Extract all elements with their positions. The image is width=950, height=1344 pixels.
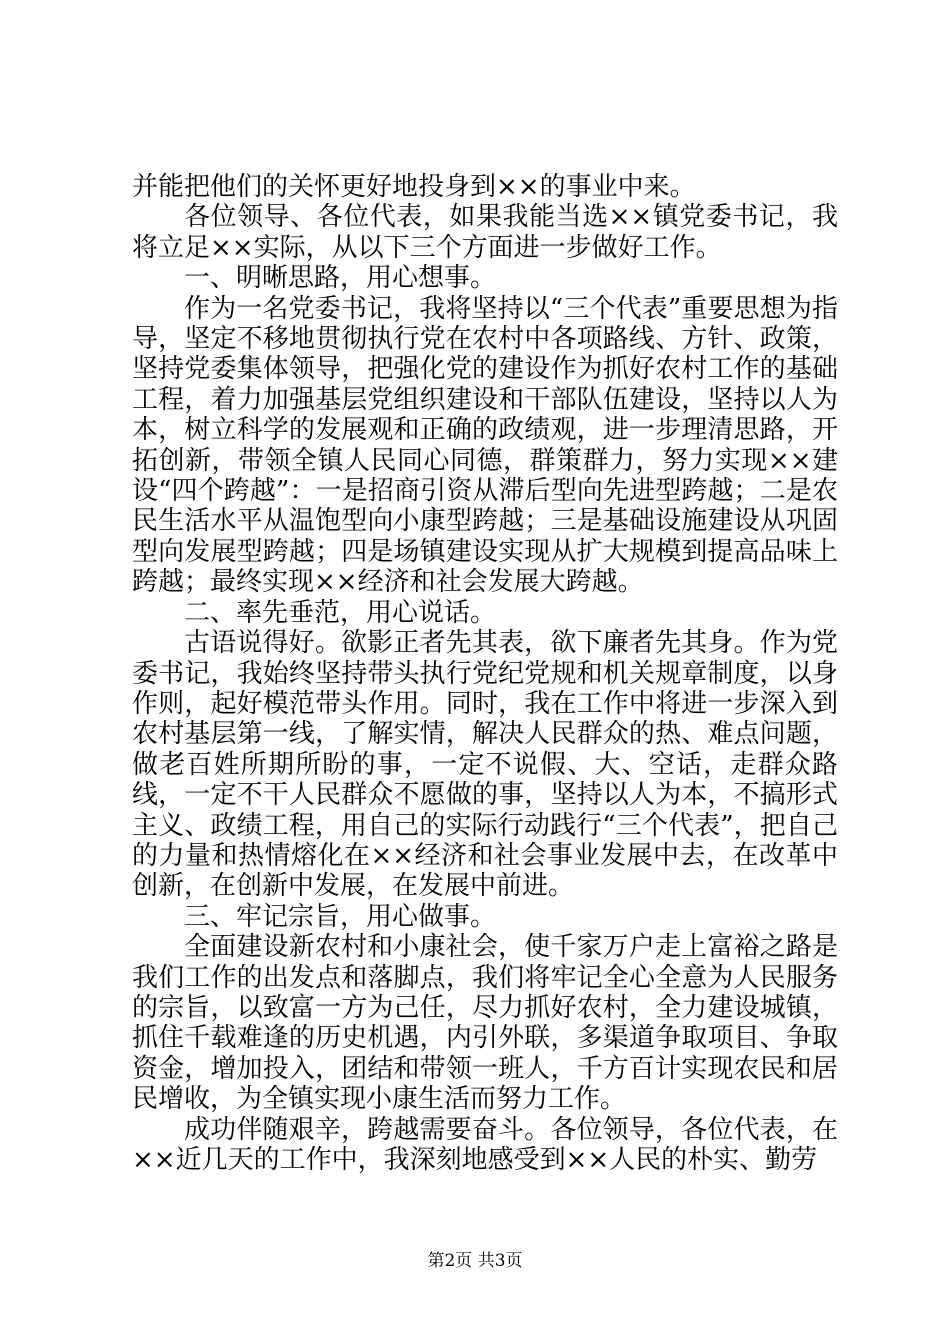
paragraph: 各位领导、各位代表，如果我能当选××镇党委书记，我将立足××实际，从以下三个方面进一步做好工作。 — [132, 202, 838, 263]
section-heading: 一、明晰思路，用心想事。 — [184, 263, 497, 294]
paragraph: 作为一名党委书记，我将坚持以“三个代表”重要思想为指导，坚定不移地贯彻执行党在农村中各项路线、方针、政策，坚持党委集体领导，把强化党的建设作为抓好农村工作的基础工程，着力加强基层党组织建设和干部队伍建设，坚持以人为本，树立科学的发展观和正确的政绩观，进一步理清思路，开拓创新，带领全镇人民同心同德，群策群力，努力实现××建设“四个跨越”：一是招商引资从滞后型向先进型跨越；二是农民生活水平从温饱型向小康型跨越；三是基础设施建设从巩固型向发展型跨越；四是场镇建设实现从扩大规模到提高品味上跨越；最终实现××经济和社会发展大跨越。 — [132, 293, 838, 598]
paragraph: 全面建设新农村和小康社会，使千家万户走上富裕之路是我们工作的出发点和落脚点，我们将牢记全心全意为人民服务的宗旨，以致富一方为己任，尽力抓好农村，全力建设城镇，抓住千载难逢的历史机遇，内引外联，多渠道争取项目、争取资金，增加投入，团结和带领一班人，千方百计实现农民和居民增收，为全镇实现小康生活而努力工作。 — [132, 932, 838, 1115]
paragraph: 成功伴随艰辛，跨越需要奋斗。各位领导，各位代表，在××近几天的工作中，我深刻地感受到××人民的朴实、勤劳 — [132, 1114, 838, 1175]
section-heading: 三、牢记宗旨，用心做事。 — [184, 901, 497, 932]
page-footer: 第2页 共3页 — [427, 1251, 523, 1271]
section-heading: 二、率先垂范，用心说话。 — [184, 597, 497, 628]
document-body — [132, 172, 838, 1175]
paragraph: 古语说得好。欲影正者先其表，欲下廉者先其身。作为党委书记，我始终坚持带头执行党纪党规和机关规章制度，以身作则，起好模范带头作用。同时，我在工作中将进一步深入到农村基层第一线，了解实情，解决人民群众的热、难点问题，做老百姓所期所盼的事，一定不说假、大、空话，走群众路线，一定不干人民群众不愿做的事，坚持以人为本，不搞形式主义、政绩工程，用自己的实际行动践行“三个代表”，把自己的力量和热情熔化在××经济和社会事业发展中去，在改革中创新，在创新中发展，在发展中前进。 — [132, 628, 838, 902]
paragraph: 并能把他们的关怀更好地投身到××的事业中来。 — [132, 172, 696, 202]
